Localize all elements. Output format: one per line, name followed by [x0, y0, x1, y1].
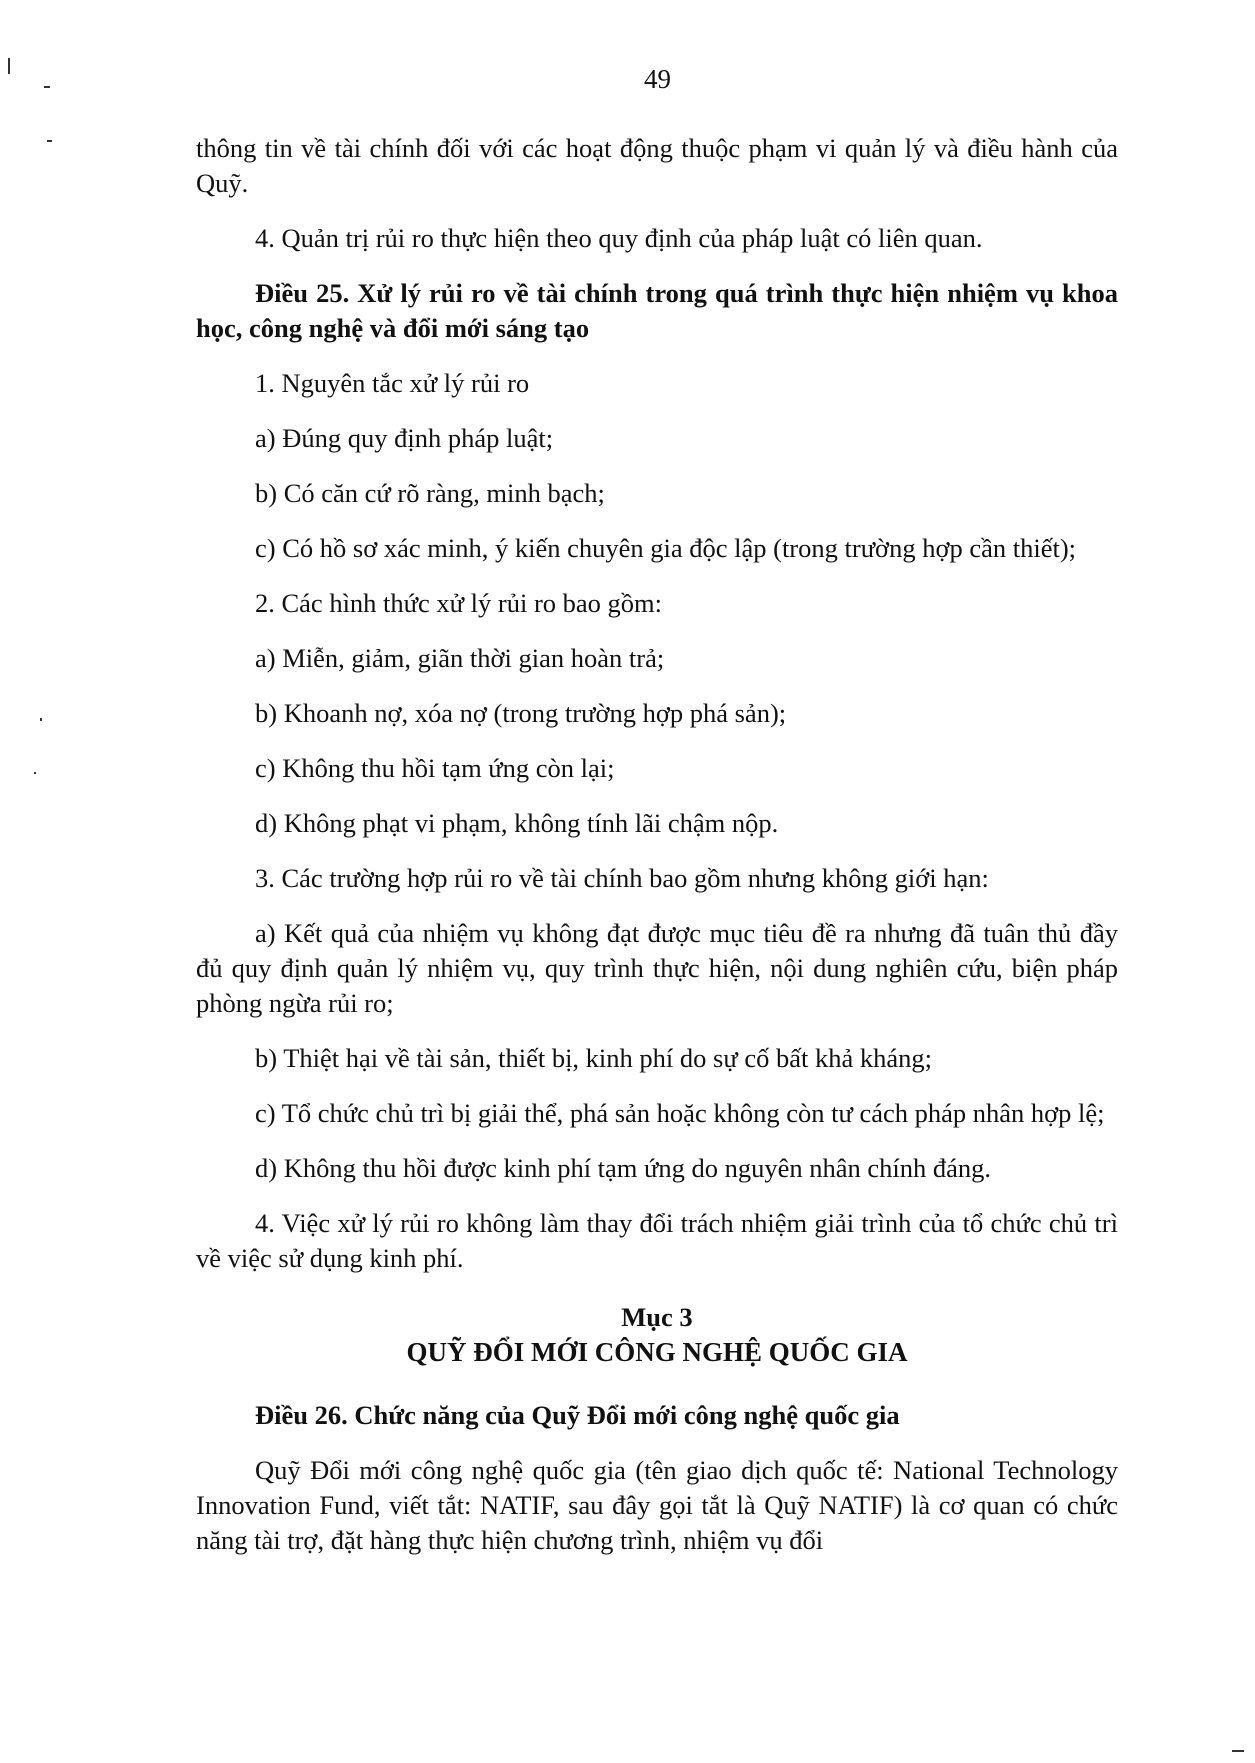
- article-25-item: c) Tổ chức chủ trì bị giải thể, phá sản hoặc không còn tư cách pháp nhân hợp lệ;: [255, 1098, 1105, 1128]
- page-number: 49: [644, 64, 671, 94]
- scan-mark: [1232, 1750, 1244, 1752]
- article-25-item: b) Khoanh nợ, xóa nợ (trong trường hợp phá sản);: [255, 698, 787, 728]
- scan-mark: [40, 718, 42, 721]
- article-26-paragraph: Quỹ Đổi mới công nghệ quốc gia (tên giao dịch quốc tế: National Technology Innovation Fund, viết tắt: NATIF, sau đây gọi tắt là Quỹ NATIF) là cơ quan có chức năng tài trợ, đặt hàng thực hiện chương trình, nhiệm vụ đổi: [196, 1455, 1118, 1555]
- article-25-item: b) Có căn cứ rõ ràng, minh bạch;: [255, 478, 605, 508]
- article-26-heading: Điều 26. Chức năng của Quỹ Đổi mới công nghệ quốc gia: [255, 1400, 900, 1430]
- scan-mark: [34, 772, 36, 774]
- section-label: Mục 3: [621, 1302, 693, 1332]
- article-25-item: c) Không thu hồi tạm ứng còn lại;: [255, 753, 615, 783]
- section-heading: [196, 1300, 1118, 1370]
- scan-mark: [44, 86, 50, 88]
- article-25-item: d) Không thu hồi được kinh phí tạm ứng do nguyên nhân chính đáng.: [255, 1153, 992, 1183]
- article-25-item: d) Không phạt vi phạm, không tính lãi chậm nộp.: [255, 808, 779, 838]
- article-25-item: 1. Nguyên tắc xử lý rủi ro: [255, 368, 530, 398]
- article-25-item: 3. Các trường hợp rủi ro về tài chính bao gồm nhưng không giới hạn:: [255, 863, 989, 893]
- paragraph-continued: thông tin về tài chính đối với các hoạt động thuộc phạm vi quản lý và điều hành của Quỹ.: [196, 133, 1118, 198]
- article-25-item: a) Đúng quy định pháp luật;: [255, 423, 554, 453]
- article-25-item: a) Miễn, giảm, giãn thời gian hoàn trả;: [255, 643, 665, 673]
- document-body: [196, 131, 1118, 1578]
- article-25-item: b) Thiệt hại về tài sản, thiết bị, kinh phí do sự cố bất khả kháng;: [255, 1043, 932, 1073]
- scan-mark: [8, 58, 10, 74]
- article-25-item: a) Kết quả của nhiệm vụ không đạt được mục tiêu đề ra nhưng đã tuân thủ đầy đủ quy định quản lý nhiệm vụ, quy trình thực hiện, nội dung nghiên cứu, biện pháp phòng ngừa rủi ro;: [196, 918, 1118, 1018]
- paragraph-risk-governance: 4. Quản trị rủi ro thực hiện theo quy định của pháp luật có liên quan.: [255, 223, 983, 253]
- article-25-item: 4. Việc xử lý rủi ro không làm thay đổi trách nhiệm giải trình của tổ chức chủ trì về việc sử dụng kinh phí.: [196, 1208, 1118, 1273]
- article-25-item: c) Có hồ sơ xác minh, ý kiến chuyên gia độc lập (trong trường hợp cần thiết);: [255, 533, 1077, 563]
- article-25-heading: Điều 25. Xử lý rủi ro về tài chính trong quá trình thực hiện nhiệm vụ khoa học, công nghệ và đổi mới sáng tạo: [196, 278, 1118, 343]
- article-25-item: 2. Các hình thức xử lý rủi ro bao gồm:: [255, 588, 663, 618]
- scan-mark: [47, 140, 52, 142]
- section-title: QUỸ ĐỔI MỚI CÔNG NGHỆ QUỐC GIA: [406, 1337, 908, 1367]
